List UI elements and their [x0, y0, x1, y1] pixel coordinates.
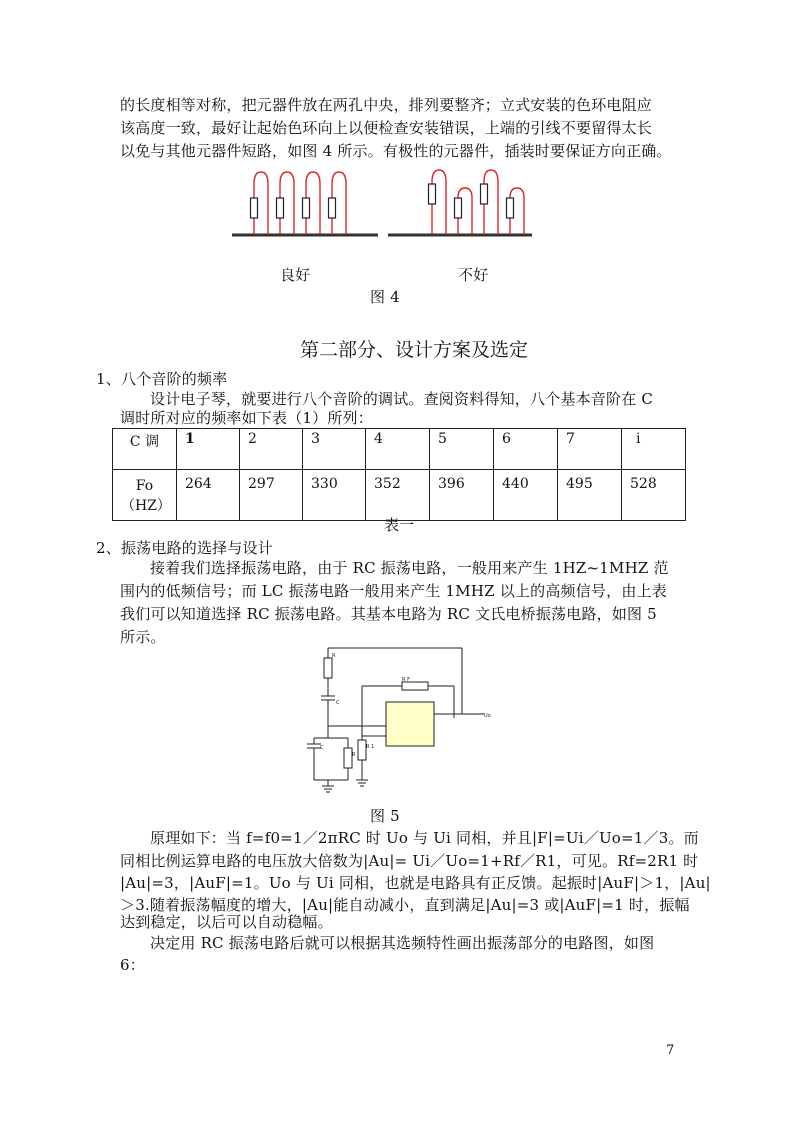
- label-c-top: C: [336, 700, 340, 706]
- label-r-bottom: R: [352, 752, 356, 758]
- table-cell: 2: [240, 429, 303, 470]
- label-r1: R 1: [366, 744, 375, 750]
- decision-line-2: 6：: [120, 956, 145, 974]
- principle-line-4: ＞3.随着振荡幅度的增大，|Au|能自动减小，直到满足|Au|=3 或|AuF|=1 时，振幅: [120, 896, 690, 914]
- section-2-para-line-3: 我们可以知道选择 RC 振荡电路。其基本电路为 RC 文氏电桥振荡电路，如图 5: [120, 605, 657, 623]
- table-header-fo: Fo: [135, 478, 154, 494]
- bad-mounting-drawing: [388, 170, 532, 235]
- table-row: [113, 429, 686, 470]
- page-number: 7: [666, 1043, 675, 1058]
- label-r-top: R: [332, 653, 336, 659]
- principle-line-5: 达到稳定，以后可以自动稳幅。: [120, 913, 333, 931]
- label-c-bottom: C: [320, 745, 324, 751]
- table-cell: i: [622, 429, 686, 470]
- svg-text:.: .: [392, 728, 394, 733]
- principle-line-2: 同相比例运算电路的电压放大倍数为|Au|= Ui／Uo=1+Rf／R1，可见。Rf=2R1 时: [120, 852, 699, 870]
- table-cell: 330: [303, 470, 366, 521]
- good-mounting-drawing: [232, 172, 378, 235]
- table-cell: 7: [558, 429, 622, 470]
- intro-line-3: 以免与其他元器件短路，如图 4 所示。有极性的元器件，插装时要保证方向正确。: [120, 142, 672, 160]
- principle-line-1: 原理如下：当 f=f0=1／2πRC 时 Uo 与 Ui 同相，并且|F|=Ui／Uo=1／3。而: [150, 829, 699, 847]
- section-1-heading: 1、八个音阶的频率: [96, 370, 228, 388]
- section-1-para-line-2: 调时所对应的频率如下表（1）所列：: [120, 409, 373, 427]
- table-header-frequency: [113, 470, 177, 521]
- op-amp-block: [386, 702, 434, 746]
- table-cell: 440: [494, 470, 558, 521]
- section-title: 第二部分、设计方案及选定: [300, 339, 529, 361]
- table-cell: 495: [558, 470, 622, 521]
- fig4-caption: 图 4: [370, 288, 400, 306]
- fig5-caption: 图 5: [370, 807, 400, 825]
- label-uo: Uo: [484, 713, 491, 719]
- figure-5-wien-bridge-circuit: [302, 644, 502, 798]
- principle-line-3: |Au|=3，|AuF|=1。Uo 与 Ui 同相，也就是电路具有正反馈。起振时|AuF|＞1，|Au|: [120, 874, 711, 892]
- table-header-unit: （HZ）: [121, 498, 171, 514]
- section-2-para-line-4: 所示。: [120, 628, 166, 646]
- table-cell: 1: [177, 429, 240, 470]
- fig4-label-bad: 不好: [458, 266, 489, 284]
- section-2-para-line-1: 接着我们选择振荡电路，由于 RC 振荡电路，一般用来产生 1HZ~1MHZ 范: [150, 559, 669, 577]
- section-2-heading: 2、振荡电路的选择与设计: [96, 539, 273, 557]
- table-cell: 264: [177, 470, 240, 521]
- table-cell: 5: [430, 429, 494, 470]
- intro-line-1: 的长度相等对称，把元器件放在两孔中央，排列要整齐；立式安装的色环电阻应: [120, 96, 653, 114]
- table-row: [113, 470, 686, 521]
- table-cell: 6: [494, 429, 558, 470]
- table-cell: 3: [303, 429, 366, 470]
- table-cell: 352: [366, 470, 430, 521]
- section-2-para-line-2: 围内的低频信号；而 LC 振荡电路一般用来产生 1MHZ 以上的高频信号，由上表: [120, 582, 667, 600]
- section-1-para-line-1: 设计电子琴，就要进行八个音阶的调试。查阅资料得知，八个基本音阶在 C: [150, 390, 654, 408]
- decision-line-1: 决定用 RC 振荡电路后就可以根据其选频特性画出振荡部分的电路图，如图: [150, 934, 655, 952]
- table-cell: 297: [240, 470, 303, 521]
- table-cell: 396: [430, 470, 494, 521]
- table-cell: 4: [366, 429, 430, 470]
- label-rf: R F: [402, 677, 410, 683]
- table-caption: 表一: [384, 516, 415, 534]
- svg-text:..: ..: [402, 704, 405, 709]
- intro-line-2: 该高度一致，最好让起始色环向上以便检查安装错误，上端的引线不要留得太长: [120, 119, 653, 137]
- svg-text:.: .: [422, 710, 424, 715]
- table-cell: 528: [622, 470, 686, 521]
- scale-frequency-table: [112, 428, 686, 521]
- table-header-key: C 调: [113, 429, 177, 470]
- figure-4-resistor-mounting: [228, 168, 536, 246]
- fig4-label-good: 良好: [280, 266, 311, 284]
